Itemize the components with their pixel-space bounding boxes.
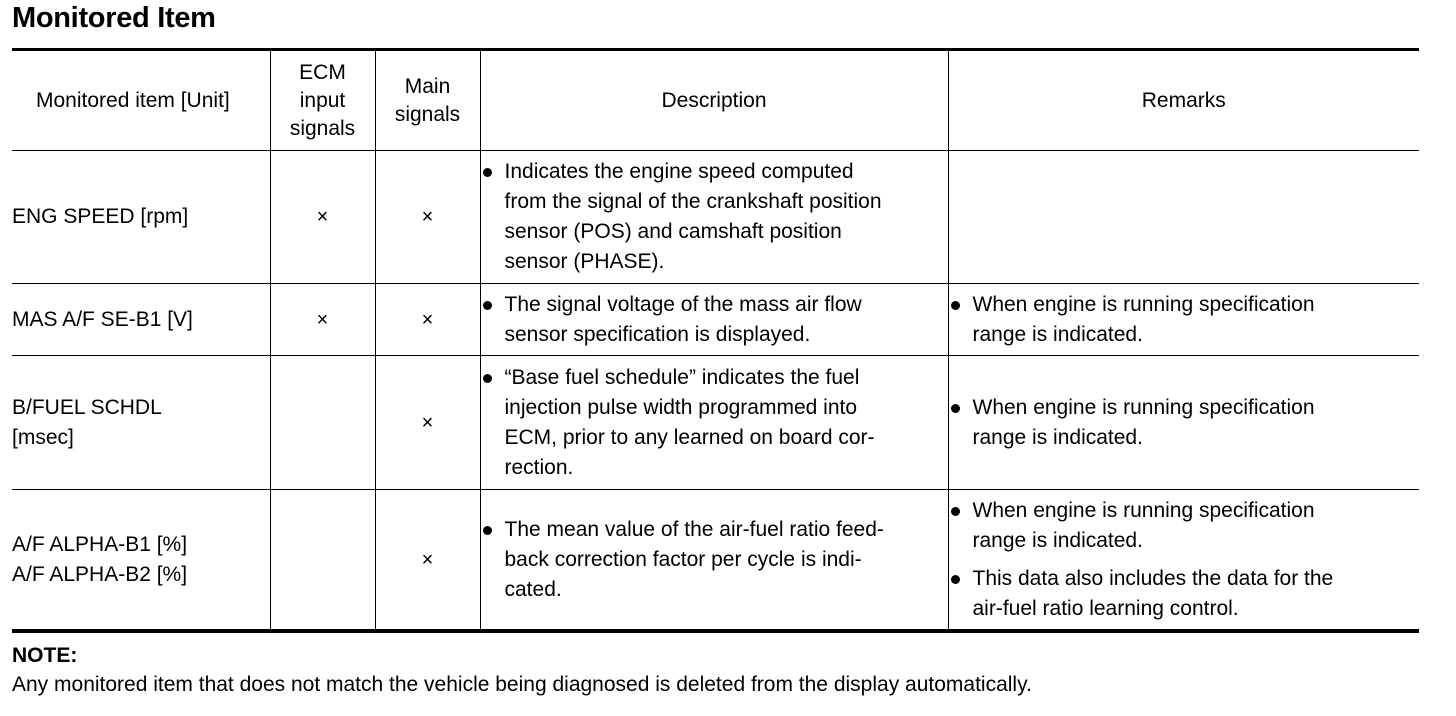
table-header-row xyxy=(12,50,1419,151)
bullet-dot-icon xyxy=(483,374,492,383)
remarks-cell xyxy=(948,490,1419,632)
main-signal-mark: × xyxy=(375,284,480,356)
header-main-line: signals xyxy=(394,102,461,126)
monitored-item-table-wrapper xyxy=(12,48,1419,633)
description-bullet xyxy=(481,290,948,350)
remark-line: air-fuel ratio learning control. xyxy=(972,596,1239,620)
bullet-dot-icon xyxy=(951,575,960,584)
remark-line: range is indicated. xyxy=(972,528,1143,552)
bullet-dot-icon xyxy=(483,301,492,310)
description-line: The signal voltage of the mass air flow xyxy=(504,292,862,316)
bullet-dot-icon xyxy=(951,404,960,413)
header-ecm-line: ECM xyxy=(299,60,346,84)
remark-bullet xyxy=(949,290,1420,350)
bullet-dot-icon xyxy=(951,507,960,516)
header-main-signals xyxy=(375,50,480,151)
remark-line: range is indicated. xyxy=(972,425,1143,449)
header-ecm-input-signals xyxy=(270,50,375,151)
description-line: The mean value of the air-fuel ratio feed- xyxy=(504,517,884,541)
bullet-dot-icon xyxy=(951,301,960,310)
header-remarks: Remarks xyxy=(948,50,1419,151)
description-bullet xyxy=(481,363,948,483)
description-line: ECM, prior to any learned on board cor- xyxy=(504,425,875,449)
monitored-item-name: A/F ALPHA-B1 [%] xyxy=(12,532,188,556)
remark-line: When engine is running specification xyxy=(972,292,1315,316)
description-line: Indicates the engine speed computed xyxy=(504,160,854,183)
main-signal-mark: × xyxy=(375,490,480,632)
monitored-item-name: MAS A/F SE-B1 [V] xyxy=(12,307,193,331)
ecm-input-mark xyxy=(270,490,375,632)
description-cell xyxy=(480,490,948,632)
description-line: cated. xyxy=(504,577,562,601)
remarks-cell xyxy=(948,356,1419,490)
table-row xyxy=(12,356,1419,490)
description-line: sensor specification is displayed. xyxy=(504,322,811,346)
header-ecm-line: signals xyxy=(289,116,356,140)
ecm-input-mark: × xyxy=(270,151,375,284)
ecm-input-mark: × xyxy=(270,284,375,356)
main-signal-mark: × xyxy=(375,151,480,284)
remark-line: range is indicated. xyxy=(972,322,1143,346)
monitored-item-cell xyxy=(12,151,270,284)
description-cell xyxy=(480,356,948,490)
note-text: Any monitored item that does not match the vehicle being diagnosed is deleted from the display automatically. xyxy=(12,673,1032,696)
monitored-item-table xyxy=(12,48,1419,633)
main-signal-mark: × xyxy=(375,356,480,490)
description-cell xyxy=(480,284,948,356)
header-description: Description xyxy=(480,50,948,151)
description-bullet xyxy=(481,157,948,277)
page-title: Monitored Item xyxy=(12,2,216,34)
monitored-item-cell xyxy=(12,490,270,632)
description-line: sensor (POS) and camshaft position xyxy=(504,220,842,243)
description-line: sensor (PHASE). xyxy=(504,250,665,273)
header-ecm-line: input xyxy=(299,88,346,112)
description-line: back correction factor per cycle is indi- xyxy=(504,547,862,571)
description-cell xyxy=(480,151,948,284)
table-row xyxy=(12,151,1419,284)
bullet-dot-icon xyxy=(483,526,492,535)
header-monitored-item: Monitored item [Unit] xyxy=(12,50,270,151)
ecm-input-mark xyxy=(270,356,375,490)
monitored-item-name: A/F ALPHA-B2 [%] xyxy=(12,562,188,586)
note-heading: NOTE: xyxy=(12,644,78,667)
bullet-dot-icon xyxy=(483,168,492,177)
remark-bullet xyxy=(949,496,1420,556)
monitored-item-cell xyxy=(12,284,270,356)
remark-line: When engine is running specification xyxy=(972,498,1315,522)
remarks-cell xyxy=(948,151,1419,284)
table-row xyxy=(12,284,1419,356)
remark-bullet xyxy=(949,393,1420,453)
remarks-cell xyxy=(948,284,1419,356)
description-line: from the signal of the crankshaft position xyxy=(504,190,882,213)
remark-line: This data also includes the data for the xyxy=(972,566,1334,590)
description-line: rection. xyxy=(504,455,574,479)
description-bullet xyxy=(481,515,948,605)
header-main-line: Main xyxy=(404,74,451,98)
table-row xyxy=(12,490,1419,632)
monitored-item-cell xyxy=(12,356,270,490)
description-line: “Base fuel schedule” indicates the fuel xyxy=(504,365,860,389)
remark-line: When engine is running specification xyxy=(972,395,1315,419)
monitored-item-name: ENG SPEED [rpm] xyxy=(12,205,189,228)
remark-bullet xyxy=(949,564,1420,624)
monitored-item-unit: [msec] xyxy=(12,425,74,449)
description-line: injection pulse width programmed into xyxy=(504,395,858,419)
monitored-item-name: B/FUEL SCHDL xyxy=(12,395,162,419)
